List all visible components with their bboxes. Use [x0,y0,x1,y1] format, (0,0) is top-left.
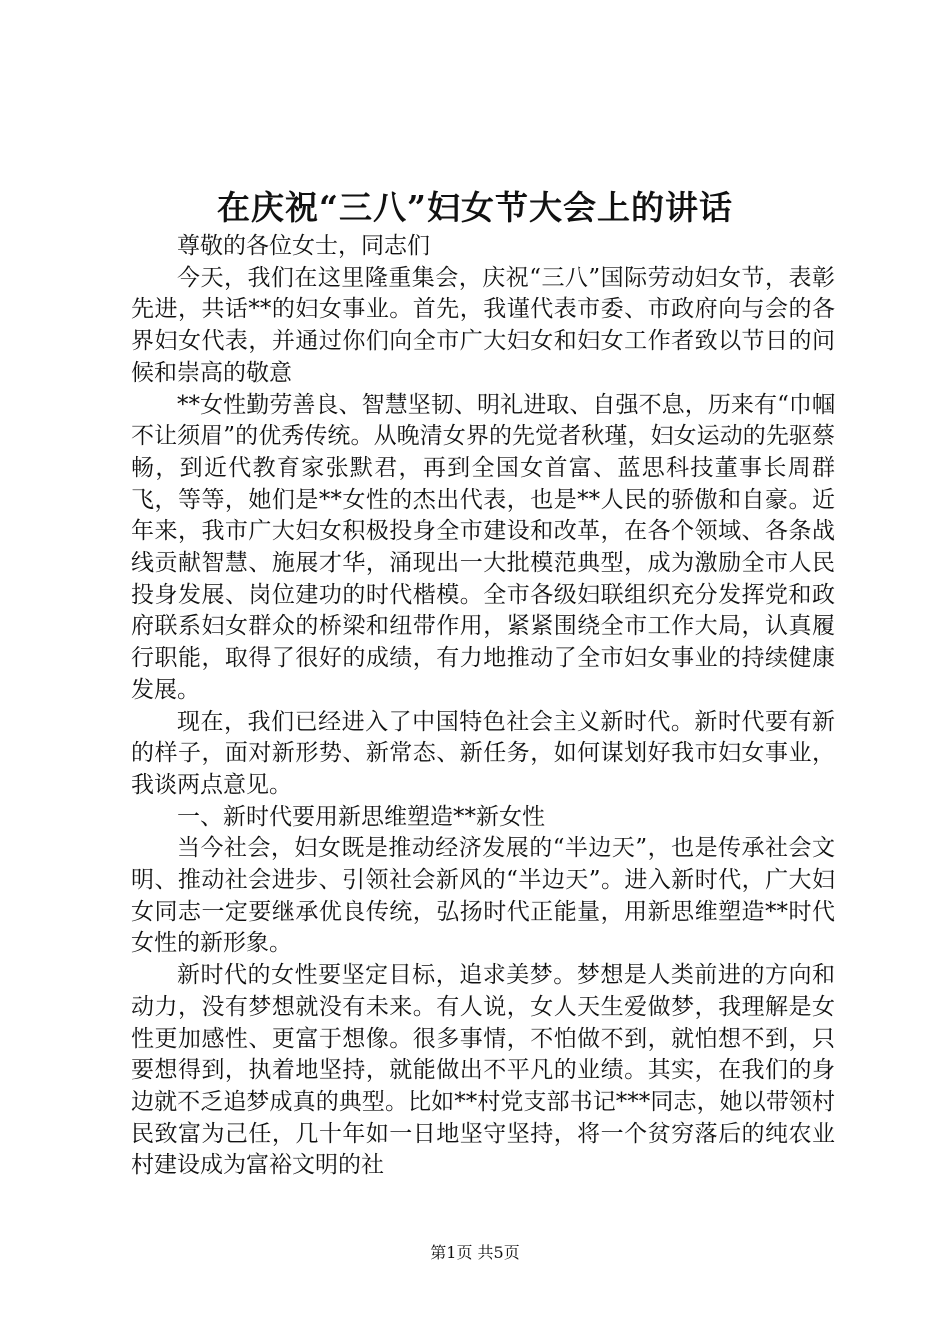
document-title: 在庆祝“三八”妇女节大会上的讲话 [217,188,733,227]
document-body [131,231,835,1182]
body-paragraph: **女性勤劳善良、智慧坚韧、明礼进取、自强不息，历来有“巾帼不让须眉”的优秀传统。从晚清女界的先觉者秋瑾，妇女运动的先驱蔡畅，到近代教育家张默君，再到全国女首富、蓝思科技董事长周群飞，等等，她们是**女性的杰出代表，也是**人民的骄傲和自豪。近年来，我市广大妇女积极投身全市建设和改革，在各个领域、各条战线贡献智慧、施展才华，涌现出一大批模范典型，成为激励全市人民投身发展、岗位建功的时代楷模。全市各级妇联组织充分发挥党和政府联系妇女群众的桥梁和纽带作用，紧紧围绕全市工作大局，认真履行职能，取得了很好的成绩，有力地推动了全市妇女事业的持续健康发展。 [131,391,835,703]
body-paragraph: 现在，我们已经进入了中国特色社会主义新时代。新时代要有新的样子，面对新形势、新常态、新任务，如何谋划好我市妇女事业，我谈两点意见。 [131,708,835,798]
page-footer: 第1页 共5页 [430,1243,520,1262]
salutation-paragraph: 尊敬的各位女士，同志们 [177,233,430,259]
body-paragraph: 新时代的女性要坚定目标，追求美梦。梦想是人类前进的方向和动力，没有梦想就没有未来。有人说，女人天生爱做梦，我理解是女性更加感性、更富于想像。很多事情，不怕做不到，就怕想不到，只要想得到，执着地坚持，就能做出不平凡的业绩。其实，在我们的身边就不乏追梦成真的典型。比如**村党支部书记***同志，她以带领村民致富为己任，几十年如一日地坚守坚持，将一个贫穷落后的纯农业村建设成为富裕文明的社 [131,962,835,1179]
body-paragraph: 当今社会，妇女既是推动经济发展的“半边天”，也是传承社会文明、推动社会进步、引领社会新风的“半边天”。进入新时代，广大妇女同志一定要继承优良传统，弘扬时代正能量，用新思维塑造**时代女性的新形象。 [131,835,835,957]
body-paragraph: 今天，我们在这里隆重集会，庆祝“三八”国际劳动妇女节，表彰先进，共话**的妇女事业。首先，我谨代表市委、市政府向与会的各界妇女代表，并通过你们向全市广大妇女和妇女工作者致以节日的问候和崇高的敬意 [131,264,835,386]
section-heading: 一、新时代要用新思维塑造**新女性 [177,803,545,830]
